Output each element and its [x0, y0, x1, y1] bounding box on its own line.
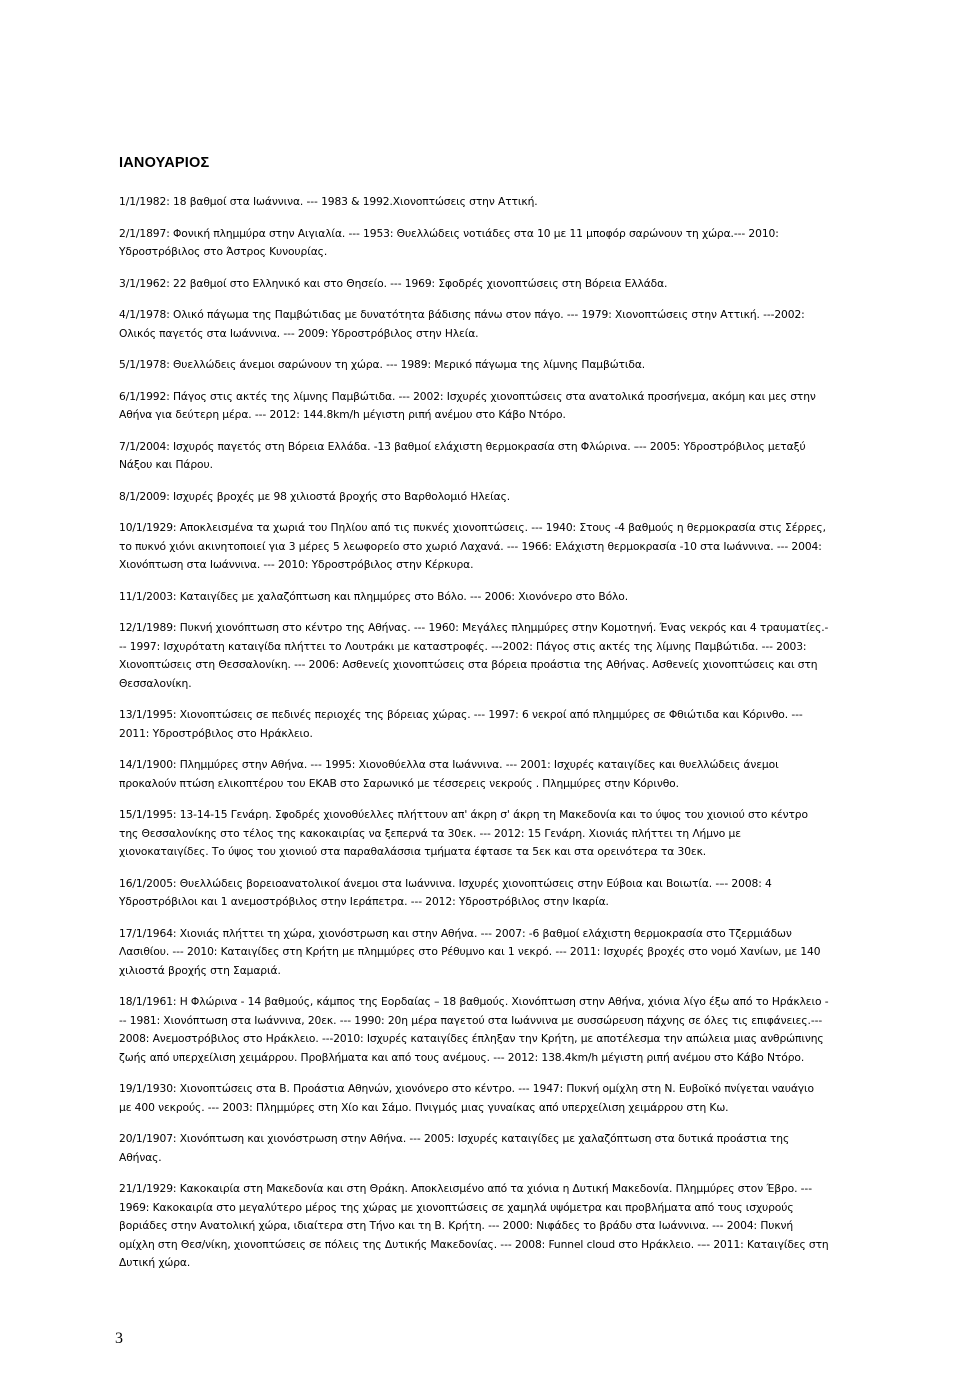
- page-number: 3: [115, 1330, 123, 1347]
- entry-15: 15/1/1995: 13-14-15 Γενάρη. Σφοδρές χιονοθύελλες πλήττουν απ' άκρη σ' άκρη τη Μακεδονία και το ύψος του χιονιού στο κέντρο της Θεσσαλονίκης στο τέλος της κακοκαιρίας να ξεπερνά τα 30εκ. --- 2012: 15 Γενάρη. Χιονιάς πλήττει τη Λήμνο με χιονοκαταιγίδες. Το ύψος του χιονιού στα παραθαλάσσια τμήματα έφτασε τα 5εκ και στα ορεινότερα τα 30εκ.: [119, 808, 808, 858]
- entry-20: 20/1/1907: Χιονόπτωση και χιονόστρωση στην Αθήνα. --- 2005: Ισχυρές καταιγίδες με χαλαζόπτωση στα δυτικά προάστια της Αθήνας.: [119, 1132, 790, 1164]
- entry-4: 4/1/1978: Ολικό πάγωμα της Παμβώτιδας με δυνατότητα βάδισης πάνω στον πάγο. --- 1979: Χιονοπτώσεις στην Αττική. ---2002: Ολικός παγετός στα Ιωάννινα. --- 2009: Υδροστρόβιλος στην Ηλεία.: [119, 308, 805, 340]
- entry-2: 2/1/1897: Φονική πλημμύρα στην Αιγιαλία. --- 1953: Θυελλώδεις νοτιάδες στα 10 με 11 μποφόρ σαρώνουν τη χώρα.--- 2010: Υδροστρόβιλος στο Άστρος Κυνουρίας.: [119, 226, 779, 258]
- entry-1: 1/1/1982: 18 βαθμοί στα Ιωάννινα. --- 1983 & 1992.Χιονοπτώσεις στην Αττική.: [119, 195, 538, 208]
- entry-8: 8/1/2009: Ισχυρές βροχές με 98 χιλιοστά βροχής στο Βαρθολομιό Ηλείας.: [119, 489, 511, 503]
- entry-18: 18/1/1961: Η Φλώρινα - 14 βαθμούς, κάμπος της Εορδαίας – 18 βαθμούς. Χιονόπτωση στην Αθήνα, χιόνια λίγο έξω από το Ηράκλειο --- 1981: Χιονόπτωση στα Ιωάννινα, 20εκ. --- 1990: 20η μέρα παγετού στα Ιωάννινα με συσσώρευση πάχνης σε όλες τις επιφάνειες.--- 2008: Ανεμοστρόβιλος στο Ηράκλειο. ---2010: Ισχυρές καταιγίδες έπληξαν την Κρήτη, με αποτέλεσμα την απώλεια μιας ανθρώπινης ζωής από υπερχείλιση χειμάρρου. Προβλήματα και από τους ανέμους. --- 2012: 138.4km/h μέγιστη ριπή ανέμου στο Κάβο Ντόρο.: [119, 995, 829, 1064]
- entry-7: 7/1/2004: Ισχυρός παγετός στη Βόρεια Ελλάδα. -13 βαθμοί ελάχιστη θερμοκρασία στη Φλώρινα. –-- 2005: Υδροστρόβιλος μεταξύ Νάξου και Πάρου.: [119, 439, 806, 471]
- page-title: ΙΑΝΟΥΑΡΙΟΣ: [119, 155, 210, 171]
- entry-10: 10/1/1929: Αποκλεισμένα τα χωριά του Πηλίου από τις πυκνές χιονοπτώσεις. --- 1940: Στους -4 βαθμούς η θερμοκρασία στις Σέρρες, το πυκνό χιόνι ακινητοποιεί για 3 μέρες 5 λεωφορείο στο χωριό Λαχανά. --- 1966: Ελάχιστη θερμοκρασία -10 στα Ιωάννινα. --- 2004: Χιονόπτωση στα Ιωάννινα. --- 2010: Υδροστρόβιλος στην Κέρκυρα.: [119, 521, 826, 571]
- entry-19: 19/1/1930: Χιονοπτώσεις στα Β. Προάστια Αθηνών, χιονόνερο στο κέντρο. --- 1947: Πυκνή ομίχλη στη Ν. Ευβοϊκό πνίγεται ναυάγιο με 400 νεκρούς. --- 2003: Πλημμύρες στη Χίο και Σάμο. Πνιγμός μιας γυναίκας από υπερχείλιση χειμάρρου στη Κω.: [119, 1082, 814, 1114]
- entry-14: 14/1/1900: Πλημμύρες στην Αθήνα. --- 1995: Χιονοθύελλα στα Ιωάννινα. --- 2001: Ισχυρές καταιγίδες και θυελλώδεις άνεμοι προκαλούν πτώση ελικοπτέρου του ΕΚΑΒ στο Σαρωνικό με τέσσερεις νεκρούς . Πλημμύρες στην Κόρινθο.: [119, 758, 779, 790]
- entry-5: 5/1/1978: Θυελλώδεις άνεμοι σαρώνουν τη χώρα. --- 1989: Μερικό πάγωμα της λίμνης Παμβώτιδα.: [119, 358, 646, 371]
- entry-11: 11/1/2003: Καταιγίδες με χαλαζόπτωση και πλημμύρες στο Βόλο. --- 2006: Χιονόνερο στο Βόλο.: [119, 589, 629, 603]
- document-page: [119, 155, 829, 1286]
- entry-17: 17/1/1964: Χιονιάς πλήττει τη χώρα, χιονόστρωση και στην Αθήνα. --- 2007: -6 βαθμοί ελάχιστη θερμοκρασία στο Τζερμιάδων Λασιθίου. --- 2010: Καταιγίδες στη Κρήτη με πλημμύρες στο Ρέθυμνο και 1 νεκρό. --- 2011: Ισχυρές βροχές στο νομό Χανίων, με 140 χιλιοστά βροχής στη Σαμαριά.: [119, 926, 821, 977]
- entry-6: 6/1/1992: Πάγος στις ακτές της λίμνης Παμβώτιδα. --- 2002: Ισχυρές χιονοπτώσεις στα ανατολικά προσήνεμα, ακόμη και μες στην Αθήνα για δεύτερη μέρα. --- 2012: 144.8km/h μέγιστη ριπή ανέμου στο Κάβο Ντόρο.: [119, 389, 816, 421]
- entry-12: 12/1/1989: Πυκνή χιονόπτωση στο κέντρο της Αθήνας. --- 1960: Μεγάλες πλημμύρες στην Κομοτηνή. Ένας νεκρός και 4 τραυματίες.- -- 1997: Ισχυρότατη καταιγίδα πλήττει το Λουτράκι με καταστροφές. ---2002: Πάγος στις ακτές της λίμνης Παμβώτιδα. --- 2003: Χιονοπτώσεις στη Θεσσαλονίκη. --- 2006: Ασθενείς χιονοπτώσεις στα βόρεια προάστια της Αθήνας. Ασθενείς χιονοπτώσεις και στη Θεσσαλονίκη.: [119, 621, 829, 690]
- entry-13: 13/1/1995: Χιονοπτώσεις σε πεδινές περιοχές της βόρειας χώρας. --- 1997: 6 νεκροί από πλημμύρες σε Φθιώτιδα και Κόρινθο. --- 2011: Υδροστρόβιλος στο Ηράκλειο.: [119, 708, 803, 740]
- entry-21: 21/1/1929: Κακοκαιρία στη Μακεδονία και στη Θράκη. Αποκλεισμένο από τα χιόνια η Δυτική Μακεδονία. Πλημμύρες στον Έβρο. --- 1969: Κακοκαιρία στο μεγαλύτερο μέρος της χώρας με χιονοπτώσεις σε χαμηλά υψόμετρα και προβλήματα από τους ισχυρούς βοριάδες στην Ανατολική χώρα, ιδιαίτερα στη Τήνο και τη Β. Κρήτη. --- 2000: Νιφάδες το βράδυ στα Ιωάννινα. --- 2004: Πυκνή ομίχλη στη Θεσ/νίκη, χιονοπτώσεις σε πόλεις της Δυτικής Μακεδονίας. --- 2008: Funnel cloud στο Ηράκλειο. -–- 2011: Καταιγίδες στη Δυτική χώρα.: [119, 1182, 829, 1269]
- entries-list: [119, 193, 829, 1273]
- entry-16: 16/1/2005: Θυελλώδεις βορειοανατολικοί άνεμοι στα Ιωάννινα. Ισχυρές χιονοπτώσεις στην Εύβοια και Βοιωτία. -–- 2008: 4 Υδροστρόβιλοι και 1 ανεμοστρόβιλος στην Ιεράπετρα. --- 2012: Υδροστρόβιλος στην Ικαρία.: [119, 876, 772, 908]
- entry-3: 3/1/1962: 22 βαθμοί στο Ελληνικό και στο Θησείο. --- 1969: Σφοδρές χιονοπτώσεις στη Βόρεια Ελλάδα.: [119, 276, 668, 290]
